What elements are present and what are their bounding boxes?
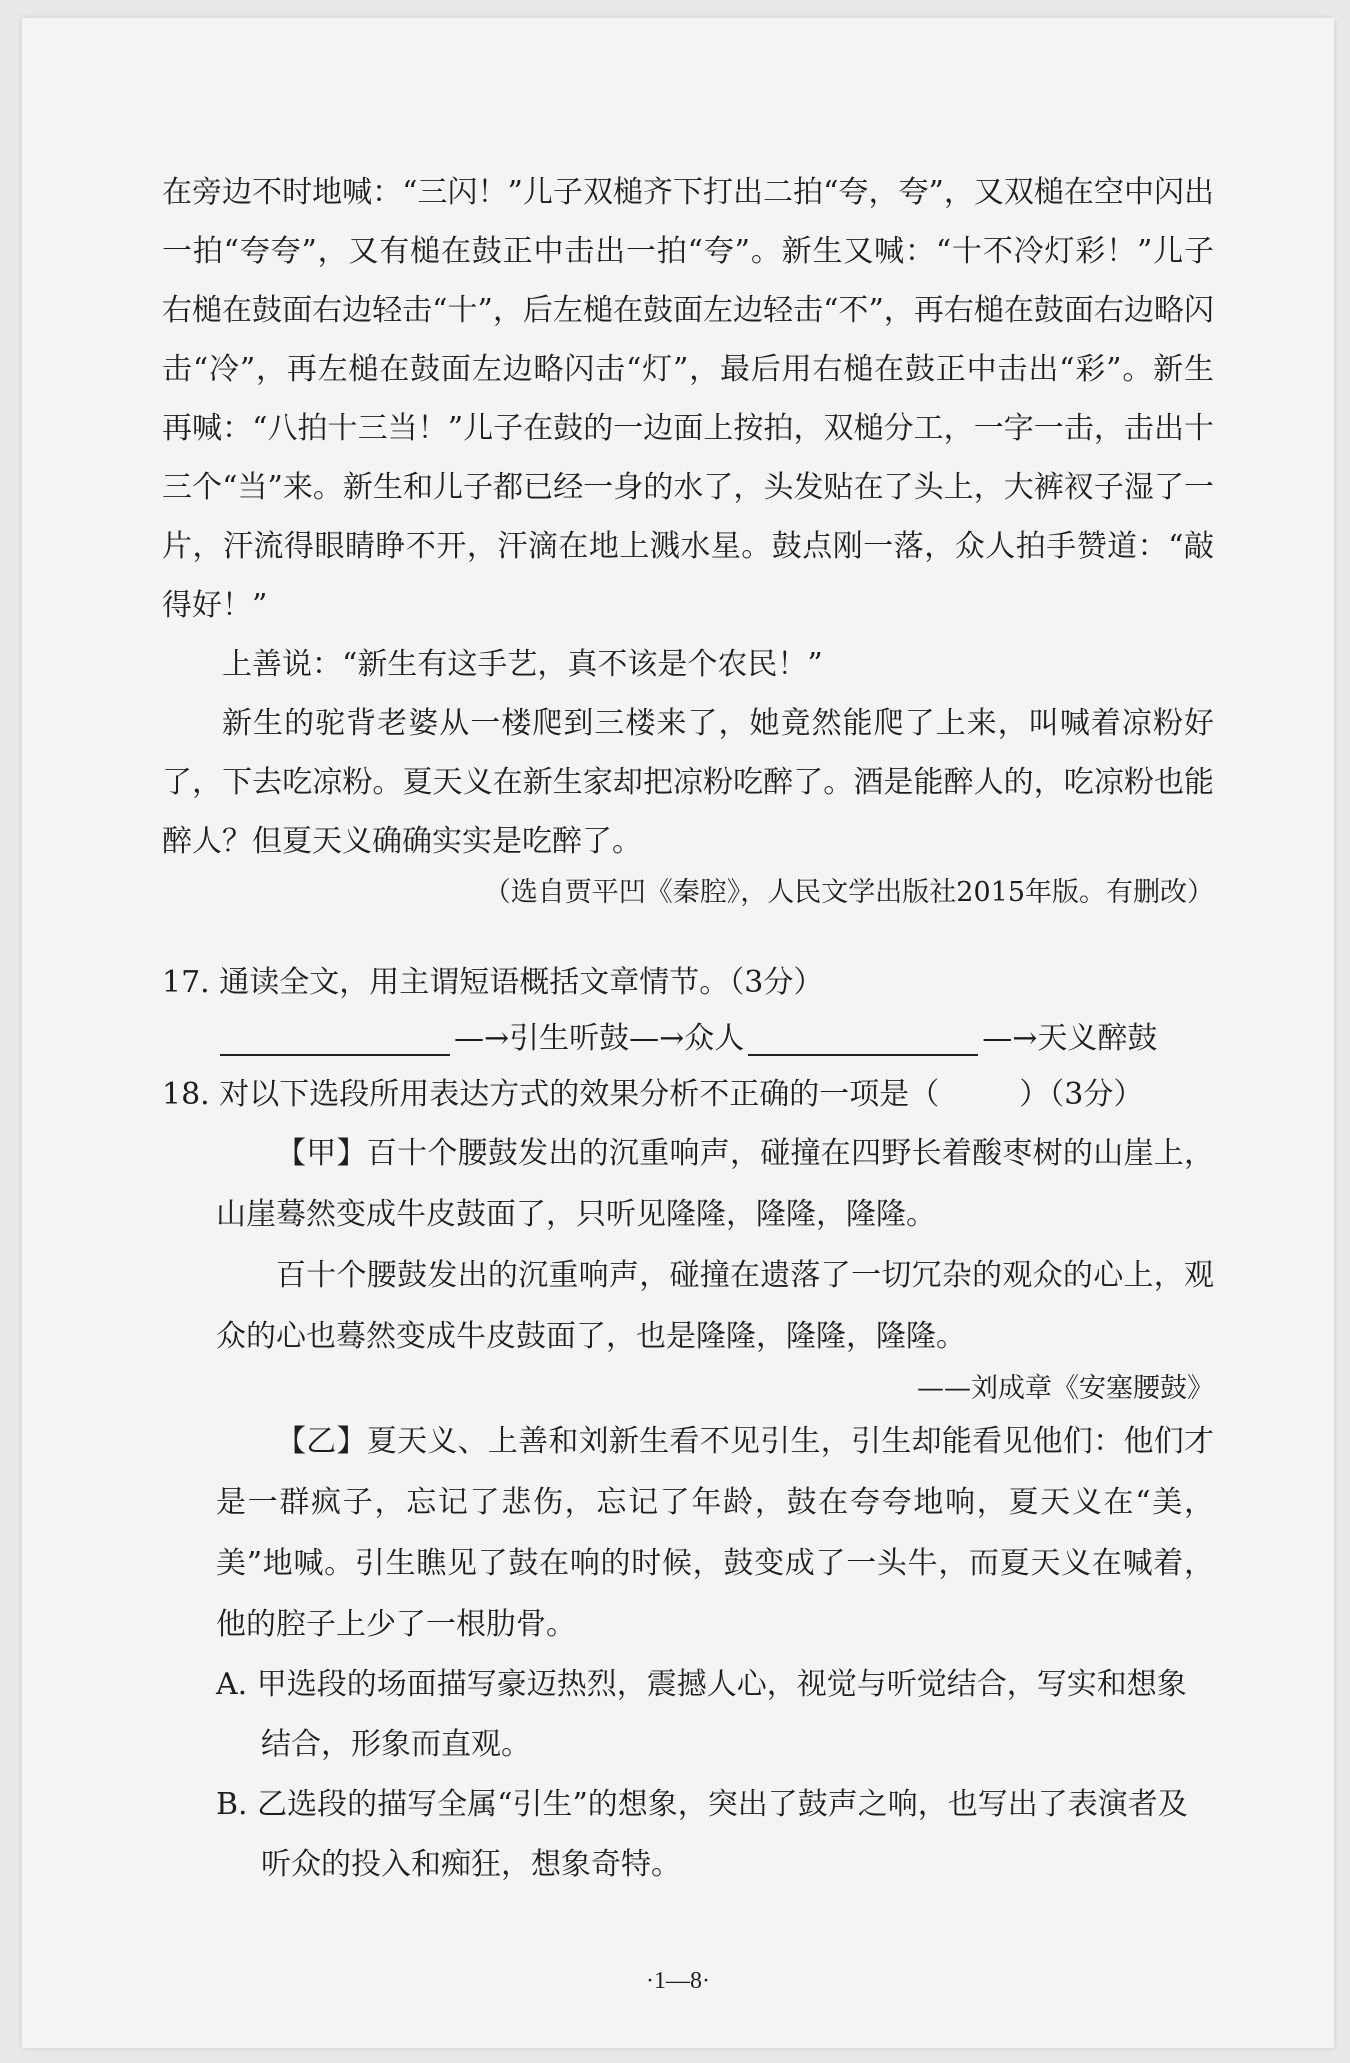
plot-chain-middle: —→引生听鼓—→众人 (454, 1021, 745, 1056)
question-18-stem (162, 1067, 1214, 1123)
question-17-stem: 17. 通读全文，用主谓短语概括文章情节。（3分） (162, 965, 824, 1000)
question-18-score: ）（3分） (1019, 1077, 1144, 1112)
excerpt-jia-paragraph-1: 【甲】百十个腰鼓发出的沉重响声，碰撞在四野长着酸枣树的山崖上，山崖蓦然变成牛皮鼓面了，只听见隆隆，隆隆，隆隆。 (216, 1136, 1214, 1232)
exam-page (22, 18, 1334, 2048)
option-b[interactable]: B. 乙选段的描写全属“引生”的想象，突出了鼓声之响，也写出了表演者及听众的投入和痴狂，想象奇特。 (216, 1787, 1188, 1882)
option-a[interactable]: A. 甲选段的场面描写豪迈热烈，震撼人心，视觉与听觉结合，写实和想象结合，形象而直观。 (216, 1667, 1187, 1762)
question-18-stem-text: 18. 对以下选段所用表达方式的效果分析不正确的一项是（ (162, 1077, 940, 1112)
answer-blank-1[interactable] (220, 1024, 450, 1056)
page-content (162, 163, 1214, 1895)
excerpt-jia-citation: ——刘成章《安塞腰鼓》 (917, 1373, 1214, 1404)
passage-paragraph: 在旁边不时地喊：“三闪！”儿子双槌齐下打出二拍“夸，夸”，又双槌在空中闪出一拍“夸夸”，又有槌在鼓正中击出一拍“夸”。新生又喊：“十不冷灯彩！”儿子右槌在鼓面右边轻击“十”，后左槌在鼓面左边轻击“不”，再右槌在鼓面右边略闪击“冷”，再左槌在鼓面左边略闪击“灯”，最后用右槌在鼓正中击出“彩”。新生再喊：“八拍十三当！”儿子在鼓的一边面上按拍，双槌分工，一字一击，击出十三个“当”来。新生和儿子都已经一身的水了，头发贴在了头上，大裤衩子湿了一片，汗流得眼睛睁不开，汗滴在地上溅水星。鼓点刚一落，众人拍手赞道：“敲得好！” (162, 175, 1214, 623)
passage-paragraph: 新生的驼背老婆从一楼爬到三楼来了，她竟然能爬了上来，叫喊着凉粉好了，下去吃凉粉。夏天义在新生家却把凉粉吃醉了。酒是能醉人的，吃凉粉也能醉人？但夏天义确确实实是吃醉了。 (162, 706, 1214, 859)
question-17-answer-line (216, 1011, 1214, 1067)
page-number: ·1—8· (646, 1968, 710, 1994)
excerpt-jia-paragraph-2: 百十个腰鼓发出的沉重响声，碰撞在遗落了一切冗杂的观众的心上，观众的心也蓦然变成牛皮鼓面了，也是隆隆，隆隆，隆隆。 (216, 1258, 1214, 1354)
excerpt-yi-paragraph: 【乙】夏天义、上善和刘新生看不见引生，引生却能看见他们：他们才是一群疯子，忘记了悲伤，忘记了年龄，鼓在夸夸地响，夏天义在“美，美”地喊。引生瞧见了鼓在响的时候，鼓变成了一头牛，而夏天义在喊着，他的腔子上少了一根肋骨。 (216, 1424, 1214, 1642)
passage-paragraph: 上善说：“新生有这手艺，真不该是个农民！” (222, 647, 823, 682)
answer-blank-2[interactable] (748, 1024, 978, 1056)
plot-chain-end: —→天义醉鼓 (982, 1021, 1158, 1056)
source-citation: （选自贾平凹《秦腔》，人民文学出版社2015年版。有删改） (483, 877, 1214, 908)
